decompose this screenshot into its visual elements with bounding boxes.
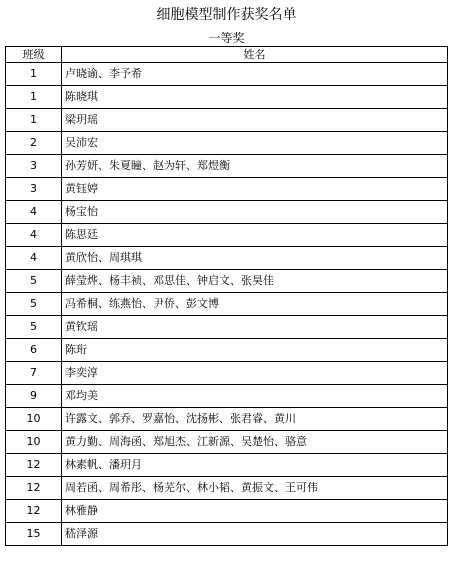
class-cell: 5: [6, 316, 62, 339]
table-row: [6, 385, 448, 408]
table-row: [6, 477, 448, 500]
names-cell: 杨宝怡: [62, 201, 448, 224]
table-row: [6, 523, 448, 546]
class-cell: 6: [6, 339, 62, 362]
class-cell: 15: [6, 523, 62, 546]
table-row: [6, 224, 448, 247]
class-cell: 12: [6, 500, 62, 523]
names-cell: 冯希桐、练燕怡、尹侨、彭文博: [62, 293, 448, 316]
class-cell: 3: [6, 178, 62, 201]
class-cell: 10: [6, 431, 62, 454]
names-cell: 李奕淳: [62, 362, 448, 385]
column-header-name: 姓名: [62, 47, 448, 63]
names-cell: 黄钰婷: [62, 178, 448, 201]
class-cell: 5: [6, 293, 62, 316]
names-cell: 黄力勤、周海函、郑旭杰、江新源、吴楚怡、骆意: [62, 431, 448, 454]
column-header-class: 班级: [6, 47, 62, 63]
document-title: 细胞模型制作获奖名单: [156, 7, 297, 23]
table-row: [6, 201, 448, 224]
table-row: [6, 155, 448, 178]
class-cell: 1: [6, 86, 62, 109]
table-row: [6, 63, 448, 86]
table-row: [6, 408, 448, 431]
table-row: [6, 339, 448, 362]
names-cell: 卢晓谕、李予希: [62, 63, 448, 86]
names-cell: 吴沛宏: [62, 132, 448, 155]
table-row: [6, 500, 448, 523]
table-body: [6, 63, 448, 546]
table-row: [6, 270, 448, 293]
class-cell: 7: [6, 362, 62, 385]
names-cell: 黄钦瑶: [62, 316, 448, 339]
class-cell: 3: [6, 155, 62, 178]
class-cell: 2: [6, 132, 62, 155]
names-cell: 嵇泽源: [62, 523, 448, 546]
class-cell: 4: [6, 224, 62, 247]
table-row: [6, 109, 448, 132]
class-cell: 5: [6, 270, 62, 293]
table-row: [6, 293, 448, 316]
names-cell: 周若函、周希彤、杨芜尔、林小韬、黄振文、王可伟: [62, 477, 448, 500]
names-cell: 林素帆、潘玥月: [62, 454, 448, 477]
award-level-heading: 一等奖: [208, 31, 245, 45]
table-row: [6, 132, 448, 155]
names-cell: 陈思廷: [62, 224, 448, 247]
table-row: [6, 316, 448, 339]
class-cell: 4: [6, 201, 62, 224]
class-cell: 1: [6, 63, 62, 86]
names-cell: 林雅静: [62, 500, 448, 523]
names-cell: 黄欣怡、周琪琪: [62, 247, 448, 270]
class-cell: 10: [6, 408, 62, 431]
class-cell: 12: [6, 477, 62, 500]
class-cell: 9: [6, 385, 62, 408]
names-cell: 许露文、郭乔、罗嘉怡、沈扬彬、张君睿、黄川: [62, 408, 448, 431]
names-cell: 梁玥瑶: [62, 109, 448, 132]
table-row: [6, 431, 448, 454]
names-cell: 薛莹烨、杨丰祯、邓思佳、钟启文、张昊佳: [62, 270, 448, 293]
table-row: [6, 178, 448, 201]
class-cell: 12: [6, 454, 62, 477]
table-row: [6, 454, 448, 477]
award-table: [5, 46, 448, 546]
class-cell: 1: [6, 109, 62, 132]
table-row: [6, 362, 448, 385]
names-cell: 陈晓琪: [62, 86, 448, 109]
table-row: [6, 247, 448, 270]
table-header-row: [6, 47, 448, 63]
table-row: [6, 86, 448, 109]
names-cell: 陈珩: [62, 339, 448, 362]
class-cell: 4: [6, 247, 62, 270]
names-cell: 邓均美: [62, 385, 448, 408]
names-cell: 孙芳妍、朱夏瞳、赵为轩、郑煜衡: [62, 155, 448, 178]
